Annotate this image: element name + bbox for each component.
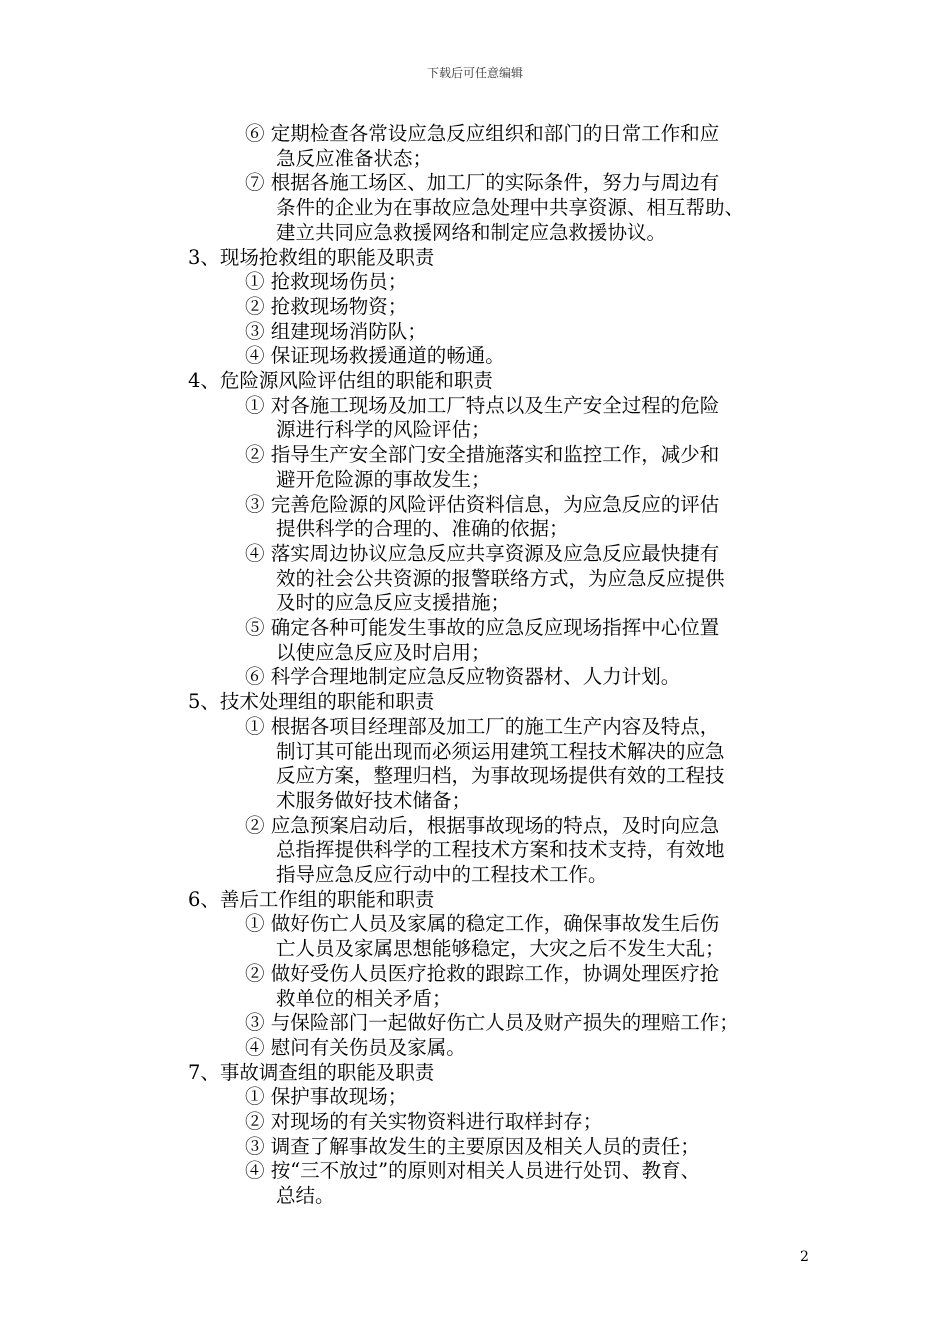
- section-heading: 7、事故调查组的职能及职责: [188, 1060, 435, 1084]
- list-item: ① 保护事故现场；: [245, 1085, 408, 1109]
- list-item: ⑦ 根据各施工场区、加工厂的实际条件，努力与周边有: [245, 171, 720, 195]
- list-item-continuation: 条件的企业为在事故应急处理中共享资源、相互帮助、: [276, 196, 745, 220]
- list-item: ④ 按“三不放过”的原则对相关人员进行处罚、教育、: [245, 1159, 701, 1183]
- list-item: ① 抢救现场伤员；: [245, 270, 408, 294]
- list-item: ③ 调查了解事故发生的主要原因及相关人员的责任；: [245, 1134, 700, 1158]
- list-item-continuation: 建立共同应急救援网络和制定应急救援协议。: [276, 220, 667, 244]
- list-item: ① 对各施工现场及加工厂特点以及生产安全过程的危险: [245, 393, 720, 417]
- list-item: ④ 慰问有关伤员及家属。: [245, 1035, 466, 1059]
- list-item-continuation: 亡人员及家属思想能够稳定，大灾之后不发生大乱；: [276, 937, 725, 961]
- list-item: ② 指导生产安全部门安全措施落实和监控工作，减少和: [245, 443, 720, 467]
- list-item: ① 根据各项目经理部及加工厂的施工生产内容及特点，: [245, 714, 720, 738]
- page-header: 下载后可任意编辑: [426, 66, 523, 80]
- list-item: ⑥ 定期检查各常设应急反应组织和部门的日常工作和应: [245, 122, 720, 145]
- list-item-continuation: 救单位的相关矛盾；: [276, 986, 452, 1010]
- section-heading: 6、善后工作组的职能和职责: [188, 887, 435, 911]
- list-item-continuation: 术服务做好技术储备；: [276, 788, 472, 812]
- list-item-continuation: 制订其可能出现而必须运用建筑工程技术解决的应急: [276, 739, 725, 763]
- list-item-continuation: 源进行科学的风险评估；: [276, 418, 491, 442]
- section-heading: 5、技术处理组的职能和职责: [188, 690, 435, 714]
- list-item: ② 抢救现场物资；: [245, 294, 408, 318]
- page-number: 2: [800, 1249, 809, 1265]
- list-item: ④ 保证现场救援通道的畅通。: [245, 344, 505, 368]
- list-item-continuation: 以使应急反应及时启用；: [276, 640, 491, 664]
- list-item-continuation: 效的社会公共资源的报警联络方式，为应急反应提供: [276, 566, 725, 590]
- list-item: ③ 完善危险源的风险评估资料信息，为应急反应的评估: [245, 492, 720, 516]
- list-item: ⑤ 确定各种可能发生事故的应急反应现场指挥中心位置: [245, 616, 720, 639]
- list-item: ③ 组建现场消防队；: [245, 319, 427, 343]
- section-heading: 4、危险源风险评估组的职能和职责: [188, 369, 493, 392]
- list-item: ② 应急预案启动后，根据事故现场的特点，及时向应急: [245, 813, 720, 837]
- list-item-continuation: 反应方案，整理归档，为事故现场提供有效的工程技: [276, 764, 725, 788]
- list-item-continuation: 提供科学的合理的、准确的依据；: [276, 517, 569, 541]
- list-item: ② 做好受伤人员医疗抢救的跟踪工作，协调处理医疗抢: [245, 961, 720, 985]
- list-item-continuation: 总指挥提供科学的工程技术方案和技术支持，有效地: [276, 838, 725, 862]
- list-item: ④ 落实周边协议应急反应共享资源及应急反应最快捷有: [245, 541, 720, 565]
- list-item: ① 做好伤亡人员及家属的稳定工作，确保事故发生后伤: [245, 912, 720, 936]
- list-item: ② 对现场的有关实物资料进行取样封存；: [245, 1110, 603, 1133]
- list-item: ③ 与保险部门一起做好伤亡人员及财产损失的理赔工作；: [245, 1011, 739, 1035]
- list-item-continuation: 及时的应急反应支援措施；: [276, 591, 511, 615]
- list-item-continuation: 避开危险源的事故发生；: [276, 467, 491, 491]
- list-item-continuation: 指导应急反应行动中的工程技术工作。: [276, 863, 608, 886]
- list-item-continuation: 总结。: [276, 1184, 335, 1208]
- list-item-continuation: 急反应准备状态；: [276, 146, 433, 170]
- section-heading: 3、现场抢救组的职能及职责: [188, 245, 435, 269]
- list-item: ⑥ 科学合理地制定应急反应物资器材、人力计划。: [245, 665, 681, 689]
